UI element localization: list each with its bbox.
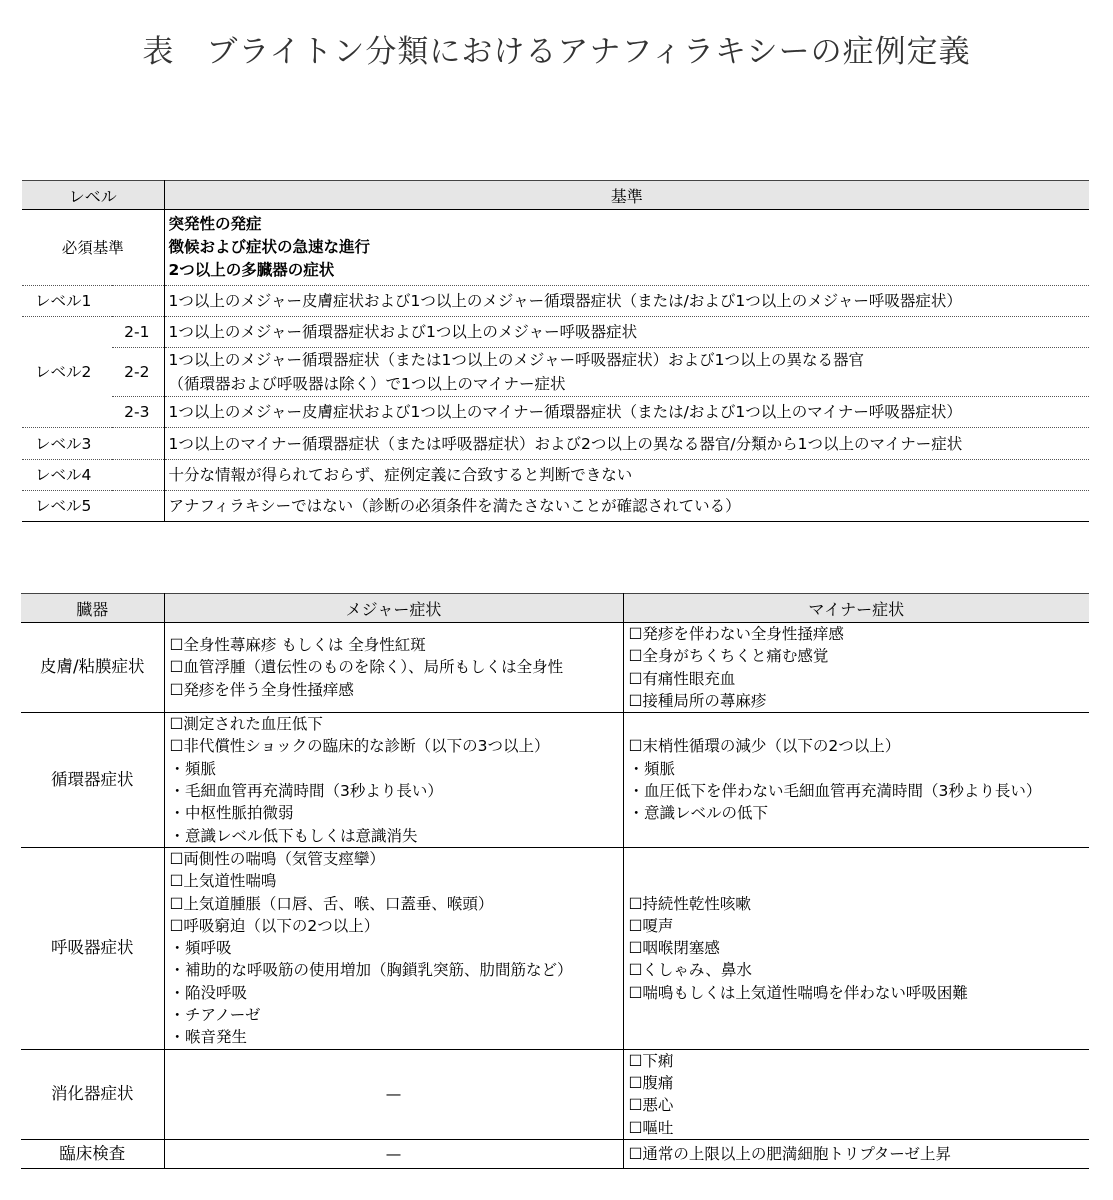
symptom-item: ・頻脈 bbox=[169, 759, 217, 778]
major-column-header: メジャー症状 bbox=[164, 594, 623, 623]
symptom-item: ☐喘鳴もしくは上気道性喘鳴を伴わない呼吸困難 bbox=[628, 983, 968, 1002]
symptom-item: ☐咽喉閉塞感 bbox=[628, 939, 720, 958]
symptom-item: ☐上気道腫脹（口唇、舌、喉、口蓋垂、喉頭） bbox=[169, 894, 494, 913]
level-table-header-row bbox=[22, 181, 1089, 210]
symptom-item: ・意識レベルの低下 bbox=[628, 804, 769, 823]
required-criteria-line: 徴候および症状の急速な進行 bbox=[168, 238, 371, 256]
level5-label: レベル5 bbox=[22, 491, 164, 522]
level2-label: レベル2 bbox=[22, 317, 112, 428]
minor-symptoms-cell bbox=[623, 847, 1089, 1049]
major-symptoms-cell: — bbox=[164, 1049, 623, 1139]
level5-row bbox=[22, 491, 1089, 522]
symptom-item: ・毛細血管再充満時間（3秒より長い） bbox=[169, 782, 443, 801]
level3-text: 1つ以上のマイナー循環器症状（または呼吸器症状）および2つ以上の異なる器官/分類から1つ以上のマイナー症状 bbox=[164, 428, 1089, 460]
organ-label: 臨床検査 bbox=[21, 1139, 164, 1168]
major-symptoms-cell bbox=[164, 713, 623, 848]
level2-2-line: （循環器および呼吸器は除く）で1つ以上のマイナー症状 bbox=[168, 375, 566, 393]
level4-row bbox=[22, 460, 1089, 491]
symptom-item: ☐呼吸窮迫（以下の2つ以上） bbox=[169, 916, 380, 935]
level-column-header: レベル bbox=[22, 181, 164, 210]
symptom-item: ☐測定された血圧低下 bbox=[169, 715, 323, 734]
required-criteria-line: 2つ以上の多臓器の症状 bbox=[168, 261, 335, 279]
level3-label: レベル3 bbox=[22, 428, 164, 460]
symptom-item: ☐血管浮腫（遺伝性のものを除く）、局所もしくは全身性 bbox=[169, 658, 564, 677]
minor-symptoms-cell bbox=[623, 1049, 1089, 1139]
lab-test-row bbox=[21, 1139, 1089, 1168]
symptom-item: ☐有痛性眼充血 bbox=[628, 669, 736, 688]
symptom-item: ☐上気道性喘鳴 bbox=[169, 872, 277, 891]
required-criteria-text bbox=[164, 210, 1089, 286]
symptom-item: ・頻呼吸 bbox=[169, 939, 232, 958]
symptom-table-header-row bbox=[21, 594, 1089, 623]
skin-row bbox=[21, 623, 1089, 713]
required-criteria-row bbox=[22, 210, 1089, 286]
symptom-item: ☐全身がちくちくと痛む感覚 bbox=[628, 647, 829, 666]
level2-1-text: 1つ以上のメジャー循環器症状および1つ以上のメジャー呼吸器症状 bbox=[164, 317, 1089, 348]
level2-sub-id: 2-2 bbox=[112, 348, 164, 397]
level2-sub-id: 2-3 bbox=[112, 397, 164, 428]
symptom-item: ☐持続性乾性咳嗽 bbox=[628, 894, 751, 913]
respiratory-row bbox=[21, 847, 1089, 1049]
level2-1-row bbox=[22, 317, 1089, 348]
level2-2-line: 1つ以上のメジャー循環器症状（または1つ以上のメジャー呼吸器症状）および1つ以上の異なる器官 bbox=[168, 351, 864, 369]
minor-symptoms-cell: ☐通常の上限以上の肥満細胞トリプターゼ上昇 bbox=[623, 1139, 1089, 1168]
symptom-item: ・血圧低下を伴わない毛細血管再充満時間（3秒より長い） bbox=[628, 782, 1042, 801]
symptom-item: ・喉音発生 bbox=[169, 1028, 248, 1047]
symptom-item: ☐嗄声 bbox=[628, 916, 674, 935]
symptom-item: ☐非代償性ショックの臨床的な診断（以下の3つ以上） bbox=[169, 737, 550, 756]
symptom-item: ☐発疹を伴う全身性掻痒感 bbox=[169, 680, 354, 699]
level2-2-row bbox=[22, 348, 1089, 397]
level1-label: レベル1 bbox=[22, 286, 164, 317]
brighton-level-table bbox=[22, 180, 1089, 522]
symptom-item: ・頻脈 bbox=[628, 759, 676, 778]
symptom-item: ・補助的な呼吸筋の使用増加（胸鎖乳突筋、肋間筋など） bbox=[169, 961, 573, 980]
symptom-item: ☐発疹を伴わない全身性掻痒感 bbox=[628, 625, 844, 643]
major-symptoms-cell bbox=[164, 847, 623, 1049]
symptom-item: ☐嘔吐 bbox=[628, 1118, 674, 1137]
symptom-item: ・意識レベル低下もしくは意識消失 bbox=[169, 826, 418, 845]
level4-text: 十分な情報が得られておらず、症例定義に合致すると判断できない bbox=[164, 460, 1089, 491]
symptom-item: ☐下痢 bbox=[628, 1051, 674, 1070]
major-symptoms-cell: — bbox=[164, 1139, 623, 1168]
digestive-row bbox=[21, 1049, 1089, 1139]
symptom-item: ☐くしゃみ、鼻水 bbox=[628, 961, 752, 980]
level1-row bbox=[22, 286, 1089, 317]
level4-label: レベル4 bbox=[22, 460, 164, 491]
symptom-item: ・中枢性脈拍微弱 bbox=[169, 804, 294, 823]
organ-label: 皮膚/粘膜症状 bbox=[21, 623, 164, 713]
level1-text: 1つ以上のメジャー皮膚症状および1つ以上のメジャー循環器症状（または/および1つ以上のメジャー呼吸器症状） bbox=[164, 286, 1089, 317]
required-criteria-label: 必須基準 bbox=[22, 210, 164, 286]
symptom-item: ☐全身性蕁麻疹 もしくは 全身性紅斑 bbox=[169, 636, 426, 655]
organ-column-header: 臓器 bbox=[21, 594, 164, 623]
symptom-item: ☐悪心 bbox=[628, 1096, 674, 1115]
minor-column-header: マイナー症状 bbox=[623, 594, 1089, 623]
level3-row bbox=[22, 428, 1089, 460]
symptom-table bbox=[21, 593, 1089, 1169]
criteria-column-header: 基準 bbox=[164, 181, 1089, 210]
symptom-item: ・陥没呼吸 bbox=[169, 983, 248, 1002]
organ-label: 循環器症状 bbox=[21, 713, 164, 848]
symptom-item: ・チアノーゼ bbox=[169, 1006, 261, 1025]
level2-2-text bbox=[164, 348, 1089, 397]
symptom-item: ☐末梢性循環の減少（以下の2つ以上） bbox=[628, 737, 901, 756]
symptom-item: ☐腹痛 bbox=[628, 1073, 674, 1092]
symptom-item: ☐接種局所の蕁麻疹 bbox=[628, 691, 767, 710]
level2-3-text: 1つ以上のメジャー皮膚症状および1つ以上のマイナー循環器症状（または/および1つ以上のマイナー呼吸器症状） bbox=[164, 397, 1089, 428]
required-criteria-line: 突発性の発症 bbox=[168, 215, 262, 233]
symptom-item: ☐両側性の喘鳴（気管支痙攣） bbox=[169, 849, 385, 868]
minor-symptoms-cell bbox=[623, 623, 1089, 713]
level2-3-row bbox=[22, 397, 1089, 428]
level5-text: アナフィラキシーではない（診断の必須条件を満たさないことが確認されている） bbox=[164, 491, 1089, 522]
circulatory-row bbox=[21, 713, 1089, 848]
page-title: 表 ブライトン分類におけるアナフィラキシーの症例定義 bbox=[142, 34, 971, 70]
major-symptoms-cell bbox=[164, 623, 623, 713]
level2-sub-id: 2-1 bbox=[112, 317, 164, 348]
organ-label: 消化器症状 bbox=[21, 1049, 164, 1139]
organ-label: 呼吸器症状 bbox=[21, 847, 164, 1049]
minor-symptoms-cell bbox=[623, 713, 1089, 848]
